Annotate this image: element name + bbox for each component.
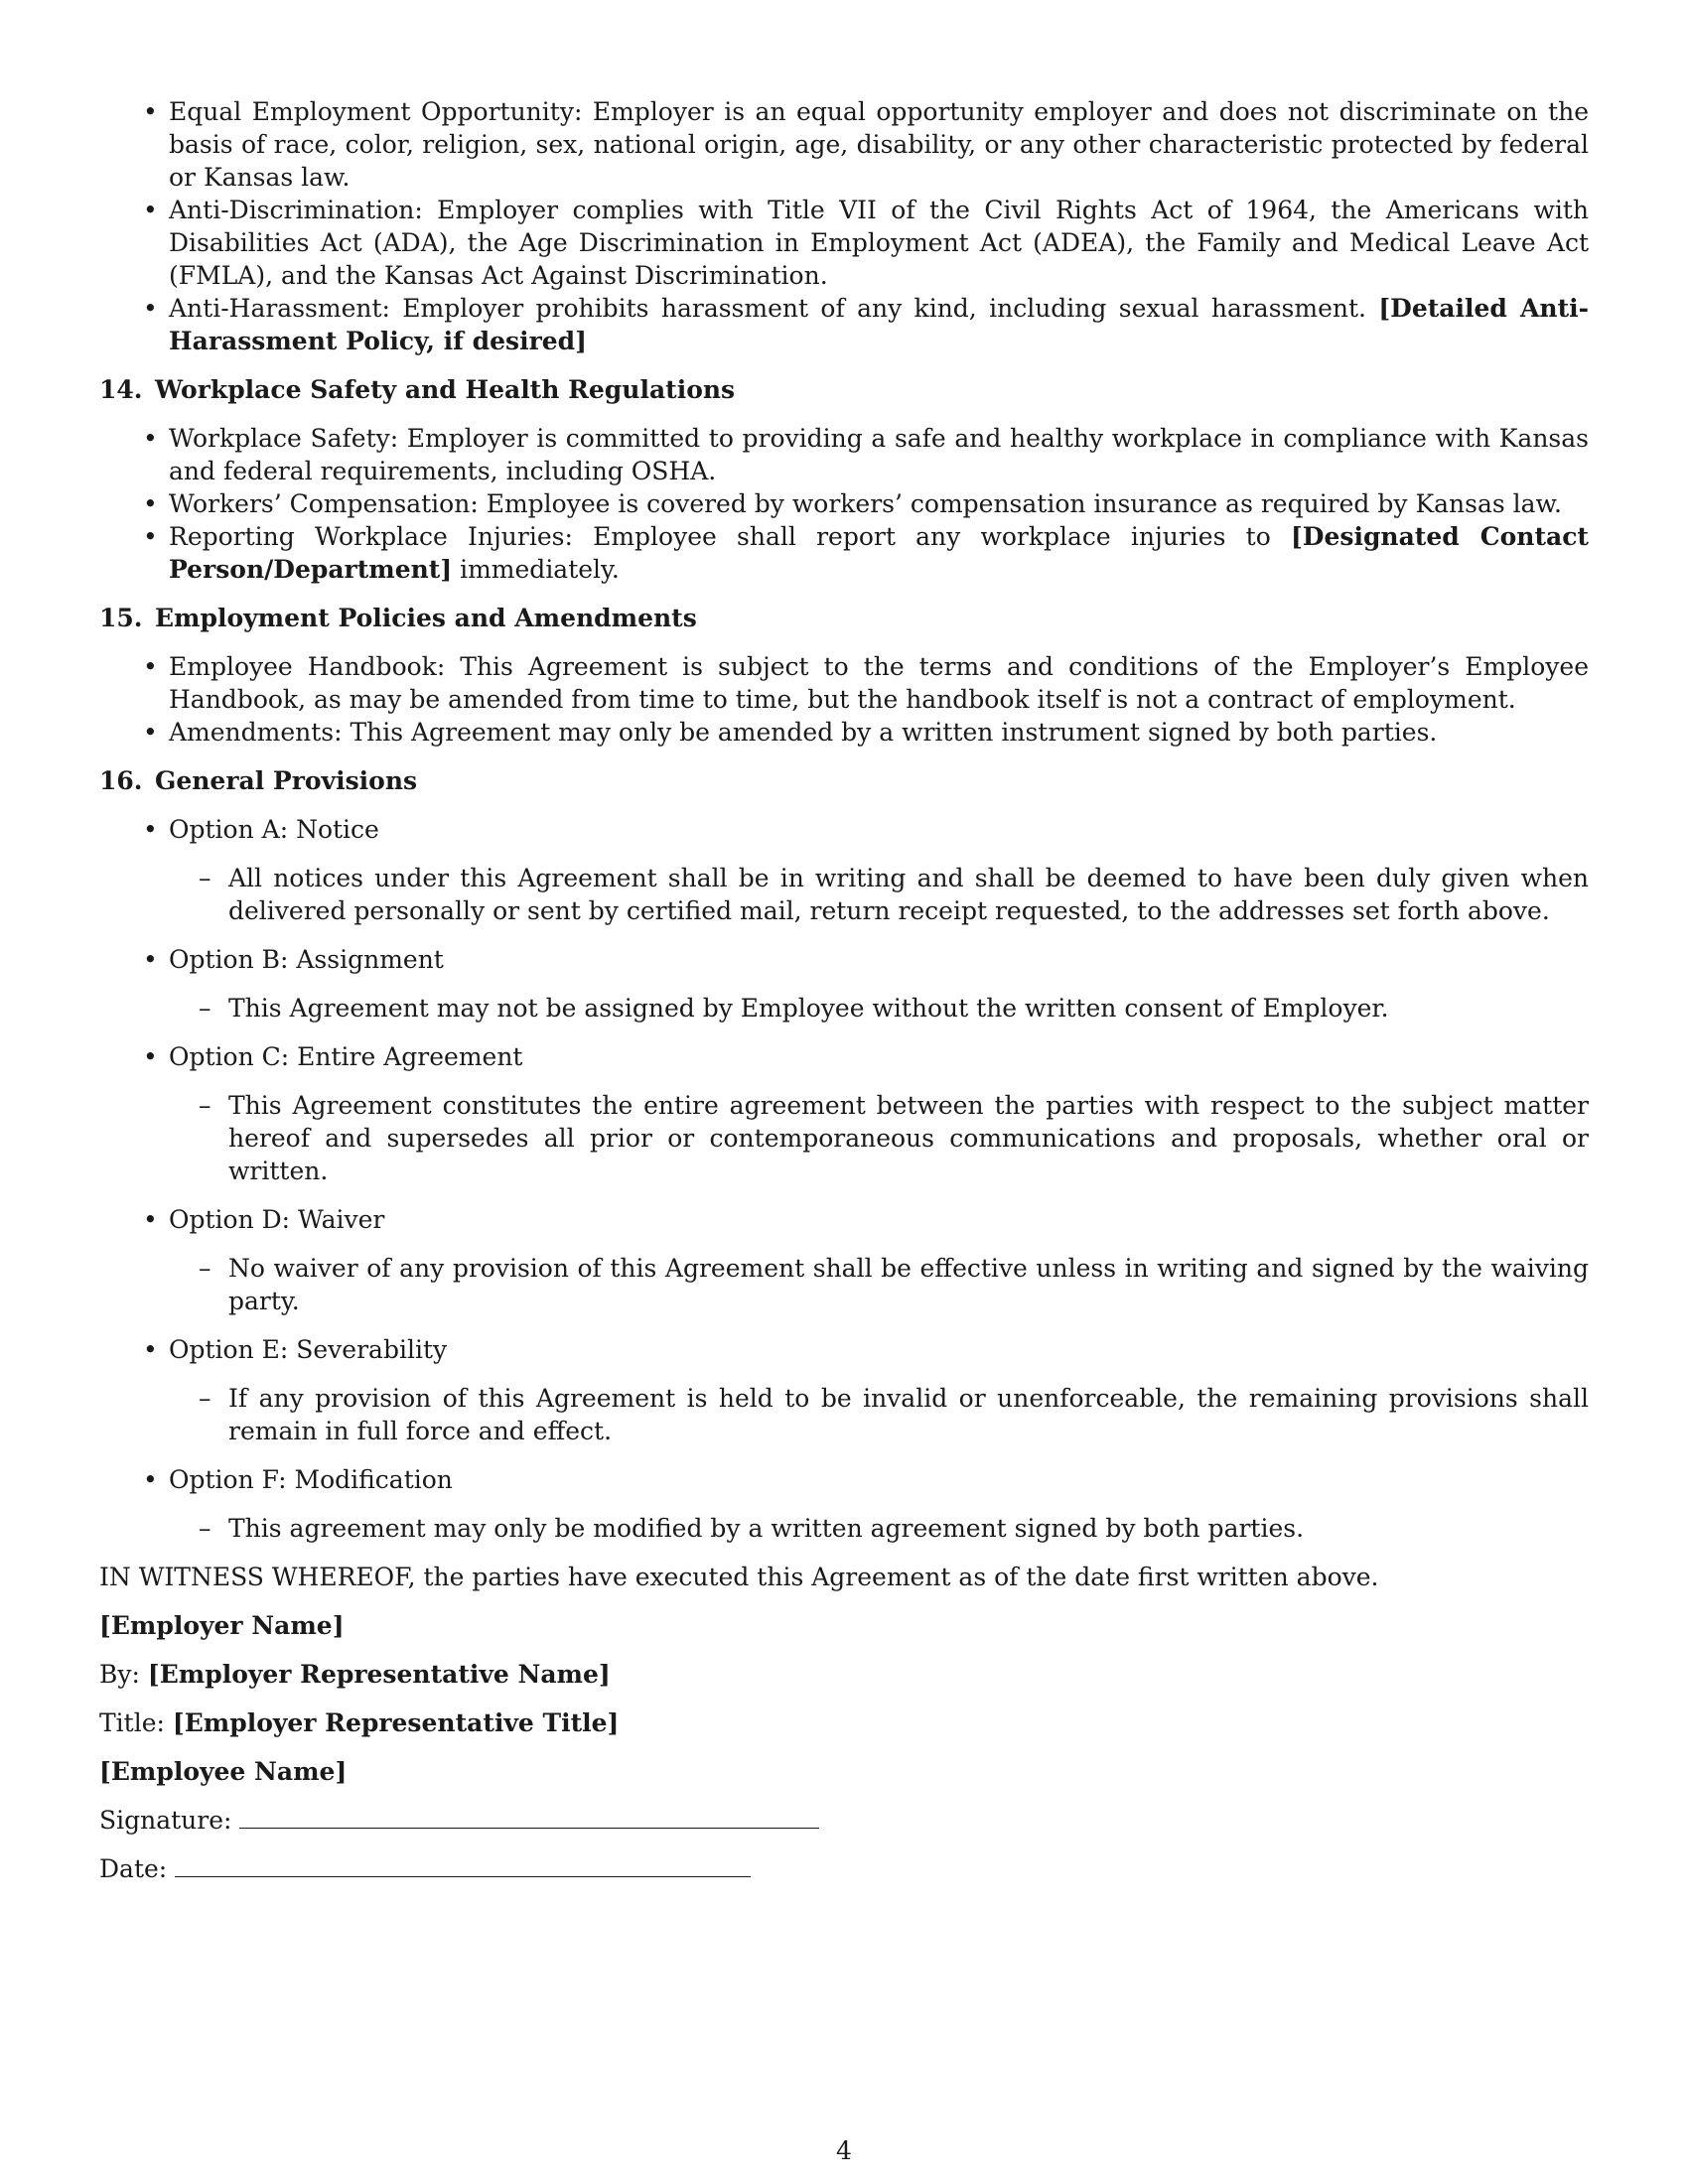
title-line: [99, 1706, 1589, 1739]
signature-line: [99, 1804, 1589, 1837]
bullet-text: Anti-Harassment: Employer prohibits harassment of any kind, including sexual harassment.: [169, 294, 1366, 323]
section-title: Employment Policies and Amendments: [155, 604, 697, 632]
section-16-options: [99, 813, 1589, 1545]
option-item: [99, 813, 1589, 927]
witness-statement: IN WITNESS WHEREOF, the parties have executed this Agreement as of the date first written above.: [99, 1563, 1379, 1591]
option-item: [99, 1203, 1589, 1317]
title-label: Title:: [99, 1708, 165, 1737]
employer-name: [Employer Name]: [99, 1611, 345, 1640]
employer-name-line: [99, 1609, 1589, 1642]
option-detail: – All notices under this Agreement shall be in writing and shall be deemed to have been duly given when delivered personally or sent by certified mail, return receipt requested, to the addresses set forth above.: [169, 862, 1589, 927]
option-item: [99, 1040, 1589, 1187]
employee-name: [Employee Name]: [99, 1757, 348, 1786]
option-label: Option B: Assignment: [169, 945, 444, 974]
representative-title: [Employer Representative Title]: [172, 1708, 620, 1737]
option-detail: – This Agreement constitutes the entire agreement between the parties with respect to the subject matter hereof and supersedes all prior or contemporaneous communications and proposals, whether oral or written.: [169, 1089, 1589, 1187]
bullet-text: immediately.: [460, 555, 620, 584]
list-item: [99, 716, 1589, 749]
list-item: [99, 194, 1589, 292]
option-item: [99, 1333, 1589, 1447]
document-page: [99, 95, 1589, 1885]
option-item: [99, 943, 1589, 1024]
bullet-text: Workers’ Compensation: Employee is covered by workers’ compensation insurance as required by Kansas law.: [169, 489, 1562, 518]
list-item: [99, 95, 1589, 194]
option-label: Option F: Modification: [169, 1465, 453, 1494]
bullet-text: Reporting Workplace Injuries: Employee shall report any workplace injuries to: [169, 522, 1271, 551]
option-label: Option D: Waiver: [169, 1205, 385, 1234]
by-line: [99, 1658, 1589, 1691]
representative-name: [Employer Representative Name]: [147, 1660, 611, 1689]
section-title: General Provisions: [155, 766, 418, 795]
bullet-text: Employee Handbook: This Agreement is subject to the terms and conditions of the Employer’s Employee Handbook, as may be amended from time to time, but the handbook itself is not a contract of employment.: [169, 652, 1589, 714]
page-number: 4: [836, 2136, 852, 2165]
signature-label: Signature:: [99, 1806, 232, 1835]
option-detail: – No waiver of any provision of this Agreement shall be effective unless in writing and signed by the waiving party.: [169, 1252, 1589, 1317]
list-item: [99, 487, 1589, 520]
section-heading-16: [99, 764, 1589, 797]
list-item: [99, 422, 1589, 487]
option-label: Option E: Severability: [169, 1335, 448, 1364]
list-item: [99, 520, 1589, 586]
bullet-text: Anti-Discrimination: Employer complies with Title VII of the Civil Rights Act of 1964, the Americans with Disabilities Act (ADA), the Age Discrimination in Employment Act (ADEA), the Family and Medical Leave Act (FMLA), and the Kansas Act Against Discrimination.: [169, 196, 1589, 290]
section-title: Workplace Safety and Health Regulations: [155, 375, 736, 404]
bullet-text: Workplace Safety: Employer is committed to providing a safe and healthy workplace in compliance with Kansas and federal requirements, including OSHA.: [169, 424, 1589, 485]
bullet-text: Equal Employment Opportunity: Employer is an equal opportunity employer and does not discriminate on the basis of race, color, religion, sex, national origin, age, disability, or any other characteristic protected by federal or Kansas law.: [169, 97, 1589, 192]
date-label: Date:: [99, 1854, 168, 1883]
section-number: 15.: [99, 604, 143, 632]
placeholder-text: [Designated Contact Person/Department]: [169, 522, 1589, 584]
option-detail: – This agreement may only be modified by a written agreement signed by both parties.: [169, 1512, 1589, 1545]
section-number: 14.: [99, 375, 143, 404]
section-15-list: [99, 650, 1589, 749]
signature-blank[interactable]: [239, 1804, 819, 1829]
placeholder-text: [Detailed Anti-Harassment Policy, if desired]: [169, 294, 1589, 355]
option-label: Option C: Entire Agreement: [169, 1042, 523, 1071]
by-label: By:: [99, 1660, 140, 1689]
employee-name-line: [99, 1755, 1589, 1788]
section-heading-14: [99, 373, 1589, 406]
bullet-text: Amendments: This Agreement may only be amended by a written instrument signed by both parties.: [169, 718, 1438, 747]
date-blank[interactable]: [175, 1852, 751, 1877]
list-item: [99, 292, 1589, 357]
option-detail: – This Agreement may not be assigned by Employee without the written consent of Employer.: [169, 992, 1589, 1024]
date-line: [99, 1852, 1589, 1885]
section-14-list: [99, 422, 1589, 586]
list-item: [99, 650, 1589, 716]
option-item: [99, 1463, 1589, 1545]
option-label: Option A: Notice: [169, 815, 379, 844]
anti-discrimination-list: [99, 95, 1589, 357]
section-number: 16.: [99, 766, 143, 795]
option-detail: – If any provision of this Agreement is held to be invalid or unenforceable, the remaining provisions shall remain in full force and effect.: [169, 1382, 1589, 1447]
section-heading-15: [99, 602, 1589, 634]
